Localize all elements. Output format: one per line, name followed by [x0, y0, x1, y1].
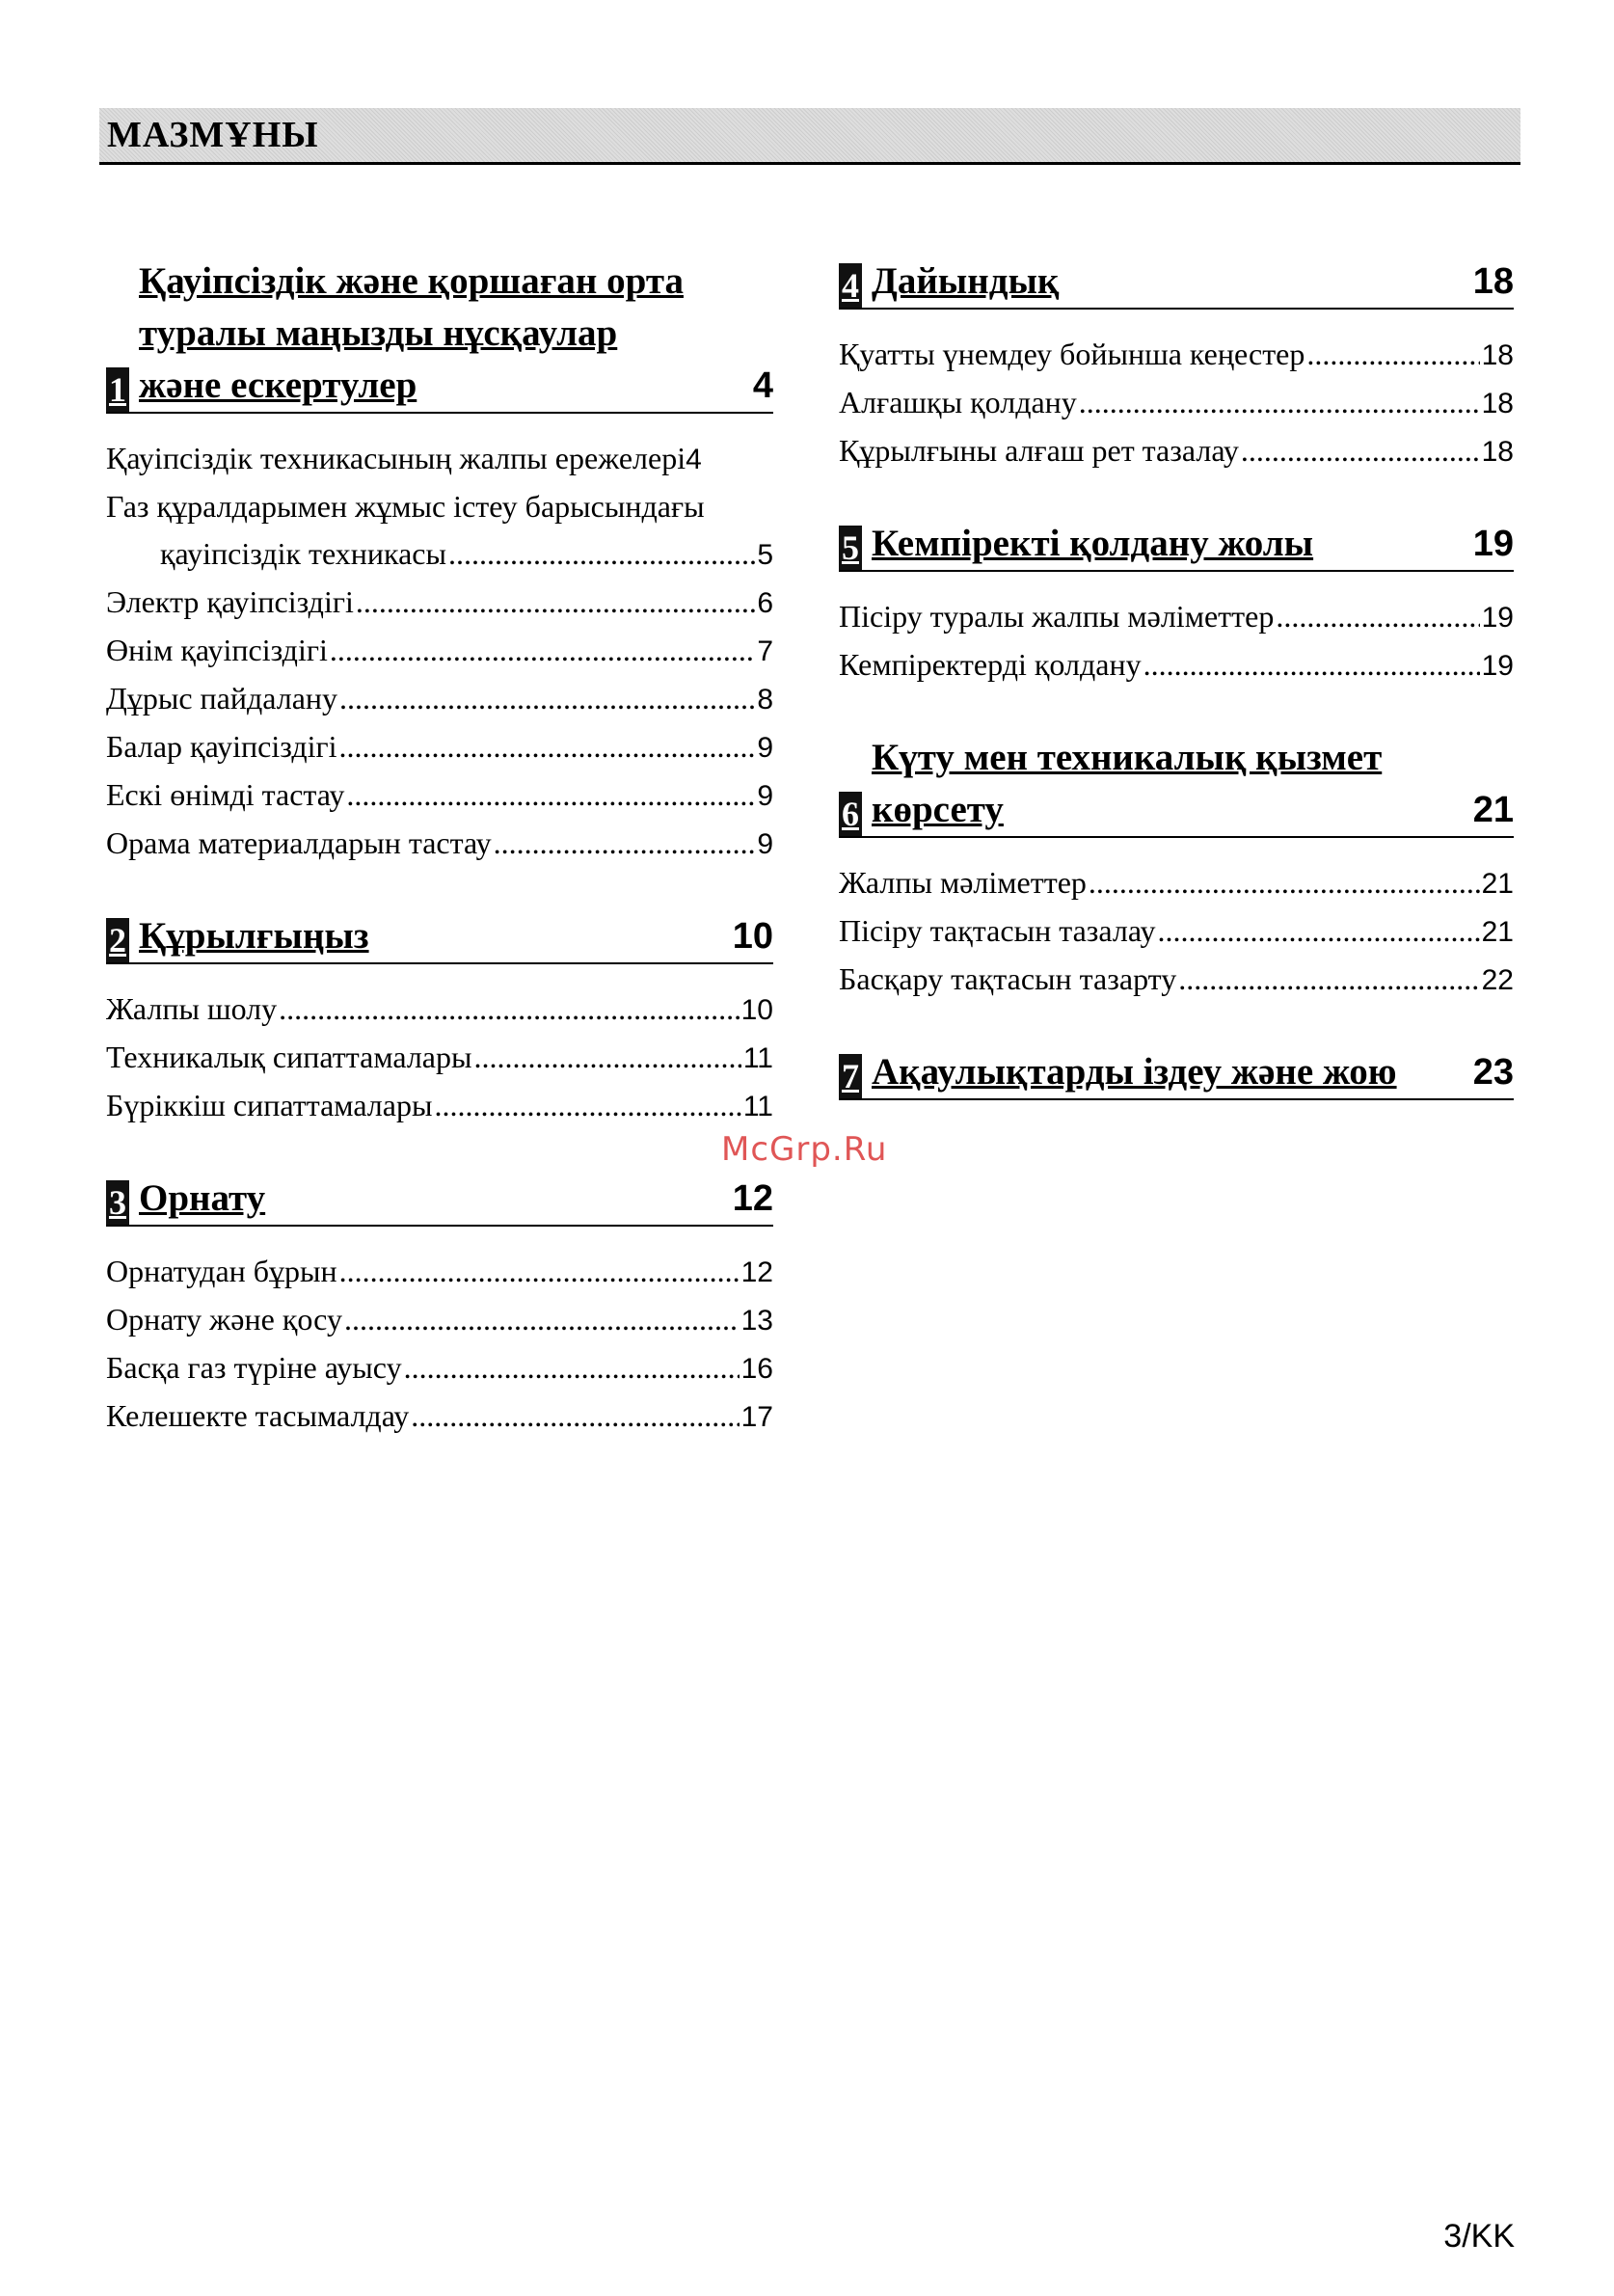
entry-title: Пісіру туралы жалпы мәліметтер [839, 599, 1275, 634]
dot-leader [1178, 956, 1479, 1003]
dot-leader [494, 820, 756, 867]
section-title: Орнату [139, 1177, 266, 1219]
entry-page: 18 [1481, 388, 1514, 419]
toc-entry[interactable] [839, 641, 1514, 689]
section-title: Ақаулықтарды іздеу және жою [872, 1051, 1397, 1093]
entry-page: 17 [740, 1401, 773, 1433]
page-number: 3/KK [1443, 2218, 1515, 2255]
dot-leader [404, 1344, 740, 1391]
entry-title: Балар қауіпсіздігі [106, 729, 337, 764]
dot-leader [448, 530, 755, 578]
toc-entry[interactable] [106, 1082, 773, 1130]
section-title: Күту мен техникалық қызмет көрсету [872, 737, 1383, 830]
toc-section-4 [839, 256, 1514, 475]
entry-page: 8 [757, 684, 773, 716]
entry-title: Бүріккіш сипаттамалары [106, 1088, 433, 1122]
toc-section-3 [106, 1173, 773, 1441]
toc-section-1 [106, 256, 773, 868]
entry-page: 21 [1481, 868, 1514, 900]
entry-page: 18 [1481, 436, 1514, 468]
toc-section-7 [839, 1046, 1514, 1100]
entry-title: Жалпы мәліметтер [839, 865, 1087, 900]
toc-section-2 [106, 910, 773, 1130]
dot-leader [344, 1296, 740, 1343]
entry-title: Орнатудан бұрын [106, 1254, 337, 1288]
dot-leader [346, 771, 755, 819]
section-page: 18 [1472, 261, 1514, 302]
toc-entry[interactable] [839, 859, 1514, 907]
entry-title: Басқару тақтасын тазарту [839, 961, 1177, 996]
toc-entry[interactable] [106, 1392, 773, 1441]
section-title: Кемпіректі қолдану жолы [872, 523, 1314, 564]
toc-entry[interactable] [106, 723, 773, 771]
dot-leader [339, 723, 756, 770]
section-page: 4 [752, 365, 773, 406]
entry-title: Газ құралдарымен жұмыс істеу барысындағы [106, 489, 705, 524]
entry-title: Техникалық сипаттамалары [106, 1040, 472, 1074]
page-title: МАЗМҰНЫ [107, 115, 319, 155]
entry-title: Орама материалдарын тастау [106, 825, 492, 860]
entry-title: Жалпы шолу [106, 991, 278, 1026]
toc-entry[interactable] [839, 593, 1514, 641]
section-page: 19 [1472, 524, 1514, 564]
dot-leader [356, 579, 755, 626]
dot-leader [411, 1392, 739, 1440]
toc-section-6 [839, 732, 1514, 1004]
entry-page: 7 [757, 635, 773, 667]
entry-title: Электр қауіпсіздігі [106, 584, 354, 619]
toc-entry[interactable] [106, 579, 773, 627]
entry-page: 11 [742, 1042, 773, 1074]
entry-page: 22 [1481, 964, 1514, 996]
entry-title: Кемпіректерді қолдану [839, 647, 1142, 682]
section-number: 3 [106, 1180, 129, 1225]
watermark: McGrp.Ru [721, 1130, 888, 1169]
section-number: 4 [839, 263, 862, 308]
dot-leader [1306, 331, 1479, 378]
entry-title: Құрылғыны алғаш рет тазалау [839, 433, 1239, 468]
header-bar [99, 108, 1520, 165]
section-title: Қауіпсіздік және қоршаған орта туралы маңызды нұсқаулар және ескертулер [139, 260, 684, 406]
entry-page: 11 [742, 1091, 773, 1122]
entry-title: Қуатты үнемдеу бойынша кеңестер [839, 337, 1305, 371]
entry-title: Өнім қауіпсіздігі [106, 633, 328, 667]
section-heading[interactable] [106, 1173, 773, 1227]
entry-page: 21 [1481, 916, 1514, 948]
section-page: 10 [732, 916, 773, 957]
dot-leader [1157, 907, 1479, 955]
toc-entry[interactable] [839, 331, 1514, 379]
dot-leader [1276, 593, 1479, 640]
section-heading[interactable] [106, 910, 773, 964]
toc-column-left [106, 256, 773, 1483]
entry-title: Келешекте тасымалдау [106, 1398, 410, 1433]
toc-entry[interactable] [106, 771, 773, 820]
dot-leader [330, 627, 755, 674]
toc-section-5 [839, 518, 1514, 689]
section-number: 1 [106, 367, 129, 412]
section-heading[interactable] [839, 1046, 1514, 1100]
toc-entry[interactable] [106, 1248, 773, 1296]
section-page: 21 [1472, 790, 1514, 830]
entry-page: 18 [1481, 339, 1514, 371]
toc-entry[interactable] [106, 435, 773, 483]
section-number: 5 [839, 526, 862, 570]
dot-leader [1089, 859, 1480, 906]
dot-leader [339, 675, 755, 722]
entry-title-cont: қауіпсіздік техникасы [160, 536, 446, 571]
section-heading[interactable] [839, 732, 1514, 838]
toc-entry[interactable] [106, 483, 773, 579]
dot-leader [434, 1082, 740, 1129]
section-title: Дайындық [872, 260, 1060, 302]
toc-entry[interactable] [839, 379, 1514, 427]
section-page: 12 [732, 1178, 773, 1219]
entry-title: Дұрыс пайдалану [106, 681, 338, 716]
entry-page: 9 [757, 780, 773, 812]
entry-title: Пісіру тақтасын тазалау [839, 913, 1156, 948]
entry-page: 16 [740, 1353, 773, 1385]
section-title: Құрылғыңыз [139, 915, 369, 957]
section-heading[interactable] [839, 256, 1514, 310]
toc-entry[interactable] [106, 1296, 773, 1344]
entry-page: 12 [740, 1256, 773, 1288]
entry-title: Ескі өнімді тастау [106, 777, 345, 812]
entry-page: 6 [757, 587, 773, 619]
section-number: 6 [839, 792, 862, 836]
entry-title: Алғашқы қолдану [839, 385, 1077, 419]
entry-title: Басқа газ түріне ауысу [106, 1350, 402, 1385]
dot-leader [474, 1034, 741, 1081]
section-number: 2 [106, 918, 129, 962]
dot-leader [1079, 379, 1480, 426]
toc-entry[interactable] [106, 1344, 773, 1392]
dot-leader [1143, 641, 1480, 689]
entry-title: Қауіпсіздік техникасының жалпы ережелері [106, 441, 686, 475]
dot-leader [279, 986, 739, 1033]
toc-entry[interactable] [106, 675, 773, 723]
entry-page: 9 [757, 732, 773, 764]
entry-page: 19 [1481, 602, 1514, 634]
entry-page: 19 [1481, 650, 1514, 682]
section-page: 23 [1472, 1052, 1514, 1093]
section-heading[interactable] [106, 256, 773, 414]
toc-column-right [839, 256, 1514, 1143]
toc-entry[interactable] [839, 427, 1514, 475]
section-heading[interactable] [839, 518, 1514, 572]
toc-entry[interactable] [106, 820, 773, 868]
entry-page: 4 [686, 444, 702, 475]
entry-title: Орнату және қосу [106, 1302, 342, 1337]
toc-entry[interactable] [106, 1034, 773, 1082]
entry-page: 10 [740, 994, 773, 1026]
toc-entry[interactable] [839, 907, 1514, 956]
section-number: 7 [839, 1054, 862, 1098]
dot-leader [1241, 427, 1480, 474]
toc-entry[interactable] [839, 956, 1514, 1004]
toc-entry[interactable] [106, 627, 773, 675]
entry-page: 13 [740, 1305, 773, 1337]
entry-page: 5 [757, 539, 773, 571]
entry-page: 9 [757, 828, 773, 860]
toc-entry[interactable] [106, 986, 773, 1034]
dot-leader [339, 1248, 740, 1295]
